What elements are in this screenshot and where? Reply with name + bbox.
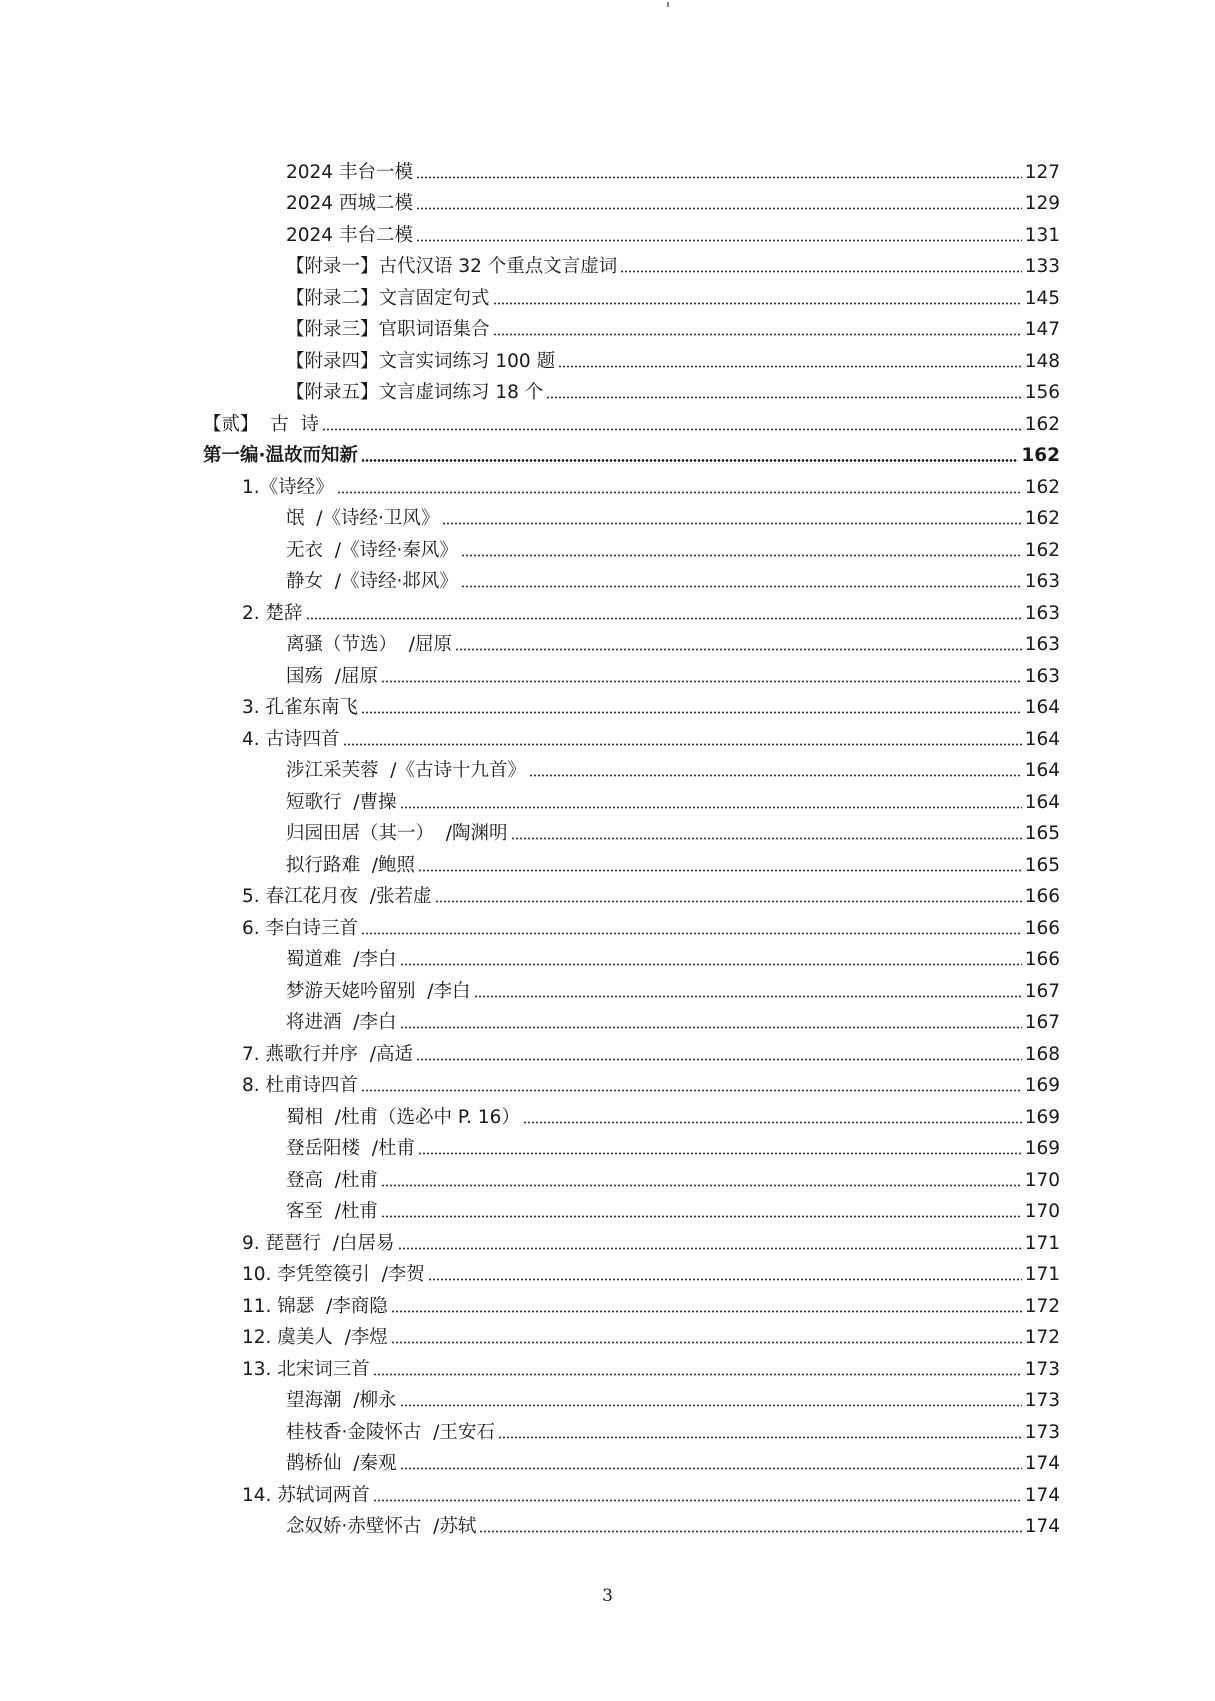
- toc-entry-title: 2024 西城二模: [286, 193, 413, 214]
- toc-entry-title: 客至 /杜甫: [286, 1201, 378, 1222]
- dot-leader: [361, 711, 1022, 714]
- toc-entry-page: 162: [1024, 413, 1060, 435]
- toc-entry-page: 171: [1024, 1232, 1060, 1254]
- toc-entry-page: 170: [1024, 1201, 1060, 1222]
- toc-entry-title: 1.《诗经》: [242, 476, 334, 498]
- toc-entry-title: 10. 李凭箜篌引 /李贺: [242, 1264, 425, 1285]
- dot-leader: [461, 585, 1022, 588]
- toc-entry-page: 164: [1024, 728, 1060, 750]
- dot-leader: [361, 459, 1018, 462]
- toc-entry[interactable]: [0, 593, 1215, 625]
- toc-entry[interactable]: [0, 782, 1215, 814]
- toc-entry[interactable]: [0, 1412, 1215, 1444]
- toc-entry[interactable]: [0, 625, 1215, 657]
- toc-entry-page: 162: [1024, 476, 1060, 498]
- toc-entry[interactable]: [0, 971, 1215, 1003]
- toc-entry[interactable]: [0, 215, 1215, 247]
- toc-entry[interactable]: [0, 562, 1215, 594]
- toc-entry-title: 5. 春江花月夜 /张若虚: [242, 886, 432, 907]
- toc-entry-title: 鹊桥仙 /秦观: [286, 1453, 397, 1474]
- dot-leader: [381, 1215, 1022, 1218]
- dot-leader: [558, 365, 1022, 368]
- toc-entry[interactable]: [0, 1160, 1215, 1192]
- dot-leader: [416, 176, 1022, 179]
- dot-leader: [418, 869, 1022, 872]
- toc-entry-title: 离骚（节选） /屈原: [286, 634, 452, 655]
- toc-entry[interactable]: [0, 1381, 1215, 1413]
- toc-entry-page: 174: [1024, 1453, 1060, 1474]
- dot-leader: [361, 932, 1022, 935]
- toc-entry[interactable]: [0, 1129, 1215, 1161]
- toc-entry-page: 169: [1024, 1138, 1060, 1159]
- toc-entry-title: 7. 燕歌行并序 /高适: [242, 1043, 414, 1065]
- toc-entry-page: 173: [1024, 1390, 1060, 1411]
- toc-entry-page: 164: [1024, 760, 1060, 781]
- toc-entry-page: 165: [1024, 854, 1060, 876]
- toc-entry-title: 【附录五】文言虚词练习 18 个: [286, 382, 544, 403]
- toc-entry[interactable]: [0, 1255, 1215, 1287]
- toc-entry-page: 162: [1024, 508, 1060, 529]
- dot-leader: [435, 900, 1022, 903]
- toc-entry-title: 短歌行 /曹操: [286, 791, 397, 813]
- toc-entry-title: 念奴娇·赤壁怀古 /苏轼: [286, 1516, 477, 1537]
- toc-entry-title: 归园田居（其一） /陶渊明: [286, 823, 508, 844]
- toc-entry-title: 11. 锦瑟 /李商隐: [242, 1295, 388, 1317]
- toc-entry-page: 172: [1024, 1327, 1060, 1348]
- toc-entry-title: 【附录四】文言实词练习 100 题: [286, 350, 556, 372]
- toc-entry-title: 梦游天姥吟留别 /李白: [286, 980, 471, 1002]
- toc-entry[interactable]: [0, 499, 1215, 531]
- dot-leader: [400, 1026, 1022, 1029]
- dot-leader: [418, 1152, 1022, 1155]
- dot-leader: [391, 1341, 1022, 1344]
- toc-entry[interactable]: [0, 1444, 1215, 1476]
- toc-entry-page: 172: [1024, 1295, 1060, 1317]
- toc-entry-title: 无衣 /《诗经·秦风》: [286, 539, 458, 561]
- toc-entry-page: 147: [1024, 319, 1060, 340]
- dot-leader: [416, 1058, 1022, 1061]
- toc-entry-page: 171: [1024, 1264, 1060, 1285]
- toc-entry-title: 氓 /《诗经·卫风》: [286, 508, 440, 529]
- dot-leader: [428, 1278, 1022, 1281]
- table-of-contents: [0, 152, 1215, 1538]
- dot-leader: [381, 1184, 1022, 1187]
- toc-entry[interactable]: [0, 908, 1215, 940]
- toc-entry[interactable]: [0, 1507, 1215, 1539]
- page-number: 3: [602, 1586, 613, 1606]
- dot-leader: [523, 1121, 1022, 1124]
- toc-entry-title: 2024 丰台一模: [286, 161, 413, 183]
- dot-leader: [479, 1530, 1021, 1533]
- dot-leader: [398, 1247, 1022, 1250]
- dot-leader: [442, 522, 1021, 525]
- dot-leader: [546, 396, 1021, 399]
- toc-entry-title: 蜀相 /杜甫（选必中 P. 16）: [286, 1106, 520, 1128]
- dot-leader: [361, 1089, 1022, 1092]
- dot-leader: [306, 617, 1022, 620]
- toc-entry-page: 164: [1024, 791, 1060, 813]
- toc-entry-title: 蜀道难 /李白: [286, 949, 397, 970]
- toc-entry[interactable]: [0, 688, 1215, 720]
- toc-entry-title: 【贰】 古 诗: [203, 413, 320, 435]
- dot-leader: [416, 207, 1022, 210]
- toc-entry[interactable]: [0, 845, 1215, 877]
- toc-entry-page: 167: [1024, 980, 1060, 1002]
- toc-entry-title: 2024 丰台二模: [286, 224, 413, 246]
- toc-entry[interactable]: [0, 467, 1215, 499]
- toc-entry-page: 129: [1024, 193, 1060, 214]
- toc-entry-page: 169: [1024, 1075, 1060, 1096]
- dot-leader: [391, 1310, 1022, 1313]
- toc-entry-page: 173: [1024, 1358, 1060, 1380]
- toc-entry-title: 6. 李白诗三首: [242, 917, 359, 939]
- toc-entry[interactable]: [0, 1475, 1215, 1507]
- toc-entry-page: 170: [1024, 1169, 1060, 1191]
- dot-leader: [343, 743, 1022, 746]
- toc-entry[interactable]: [0, 814, 1215, 846]
- toc-entry-page: 169: [1024, 1106, 1060, 1128]
- toc-entry-page: 168: [1024, 1043, 1060, 1065]
- toc-entry-title: 国殇 /屈原: [286, 665, 378, 687]
- toc-entry-title: 拟行路难 /鲍照: [286, 854, 415, 876]
- toc-entry-page: 166: [1024, 949, 1060, 970]
- dot-leader: [474, 995, 1022, 998]
- toc-entry[interactable]: [0, 436, 1215, 468]
- dot-leader: [322, 428, 1022, 431]
- toc-entry-title: 13. 北宋词三首: [242, 1358, 370, 1380]
- toc-entry-title: 静女 /《诗经·邶风》: [286, 571, 458, 592]
- dot-leader: [529, 774, 1022, 777]
- toc-entry-title: 【附录三】官职词语集合: [286, 319, 490, 340]
- toc-entry-page: 133: [1024, 256, 1060, 277]
- toc-entry-page: 166: [1024, 917, 1060, 939]
- toc-entry-page: 162: [1021, 445, 1060, 466]
- scan-artifact: [667, 2, 669, 7]
- dot-leader: [511, 837, 1022, 840]
- toc-entry-title: 4. 古诗四首: [242, 728, 340, 750]
- toc-entry[interactable]: [0, 1349, 1215, 1381]
- toc-entry[interactable]: [0, 1034, 1215, 1066]
- toc-entry[interactable]: [0, 1286, 1215, 1318]
- toc-entry[interactable]: [0, 278, 1215, 310]
- toc-entry-page: 166: [1024, 886, 1060, 907]
- toc-entry[interactable]: [0, 656, 1215, 688]
- dot-leader: [400, 1467, 1022, 1470]
- dot-leader: [400, 806, 1022, 809]
- toc-entry[interactable]: [0, 373, 1215, 405]
- dot-leader: [498, 1436, 1022, 1439]
- toc-entry-page: 145: [1024, 287, 1060, 309]
- toc-entry-title: 登岳阳楼 /杜甫: [286, 1138, 415, 1159]
- dot-leader: [381, 680, 1022, 683]
- toc-entry-title: 2. 楚辞: [242, 602, 303, 624]
- toc-entry[interactable]: [0, 247, 1215, 279]
- toc-entry[interactable]: [0, 1003, 1215, 1035]
- toc-entry[interactable]: [0, 1318, 1215, 1350]
- toc-entry-title: 【附录二】文言固定句式: [286, 287, 490, 309]
- toc-entry[interactable]: [0, 1192, 1215, 1224]
- toc-entry-page: 173: [1024, 1421, 1060, 1443]
- toc-entry[interactable]: [0, 310, 1215, 342]
- toc-entry[interactable]: [0, 530, 1215, 562]
- toc-entry-page: 148: [1024, 350, 1060, 372]
- toc-entry-page: 163: [1024, 665, 1060, 687]
- toc-entry[interactable]: [0, 404, 1215, 436]
- toc-entry-page: 156: [1024, 382, 1060, 403]
- toc-entry-page: 167: [1024, 1012, 1060, 1033]
- dot-leader: [373, 1373, 1022, 1376]
- toc-entry[interactable]: [0, 877, 1215, 909]
- toc-entry-title: 12. 虞美人 /李煜: [242, 1327, 388, 1348]
- toc-entry[interactable]: [0, 184, 1215, 216]
- toc-entry[interactable]: [0, 751, 1215, 783]
- toc-entry-title: 登高 /杜甫: [286, 1169, 378, 1191]
- toc-entry-title: 涉江采芙蓉 /《古诗十九首》: [286, 760, 526, 781]
- toc-entry-title: 【附录一】古代汉语 32 个重点文言虚词: [286, 256, 618, 277]
- toc-entry-page: 174: [1024, 1484, 1060, 1506]
- toc-entry[interactable]: [0, 341, 1215, 373]
- dot-leader: [416, 239, 1022, 242]
- dot-leader: [620, 270, 1021, 273]
- toc-entry[interactable]: [0, 1097, 1215, 1129]
- toc-entry[interactable]: [0, 152, 1215, 184]
- toc-entry-title: 第一编·温故而知新: [203, 445, 359, 466]
- toc-entry-title: 9. 琵琶行 /白居易: [242, 1232, 395, 1254]
- toc-entry-title: 望海潮 /柳永: [286, 1390, 397, 1411]
- toc-entry-page: 162: [1024, 539, 1060, 561]
- dot-leader: [337, 491, 1022, 494]
- dot-leader: [400, 1404, 1022, 1407]
- toc-entry-page: 163: [1024, 602, 1060, 624]
- toc-entry[interactable]: [0, 1223, 1215, 1255]
- dot-leader: [461, 554, 1022, 557]
- toc-entry-page: 174: [1024, 1516, 1060, 1537]
- toc-entry-title: 3. 孔雀东南飞: [242, 697, 359, 718]
- toc-entry-page: 131: [1024, 224, 1060, 246]
- toc-entry-page: 127: [1024, 161, 1060, 183]
- dot-leader: [400, 963, 1022, 966]
- dot-leader: [493, 302, 1022, 305]
- toc-entry[interactable]: [0, 719, 1215, 751]
- dot-leader: [493, 333, 1022, 336]
- toc-entry-title: 14. 苏轼词两首: [242, 1484, 370, 1506]
- toc-entry-title: 桂枝香·金陵怀古 /王安石: [286, 1421, 495, 1443]
- toc-entry-page: 165: [1024, 823, 1060, 844]
- toc-entry-page: 163: [1024, 571, 1060, 592]
- toc-entry-page: 164: [1024, 697, 1060, 718]
- dot-leader: [373, 1499, 1022, 1502]
- toc-entry-title: 将进酒 /李白: [286, 1012, 397, 1033]
- dot-leader: [455, 648, 1022, 651]
- toc-entry[interactable]: [0, 1066, 1215, 1098]
- toc-entry[interactable]: [0, 940, 1215, 972]
- toc-entry-title: 8. 杜甫诗四首: [242, 1075, 359, 1096]
- toc-entry-page: 163: [1024, 634, 1060, 655]
